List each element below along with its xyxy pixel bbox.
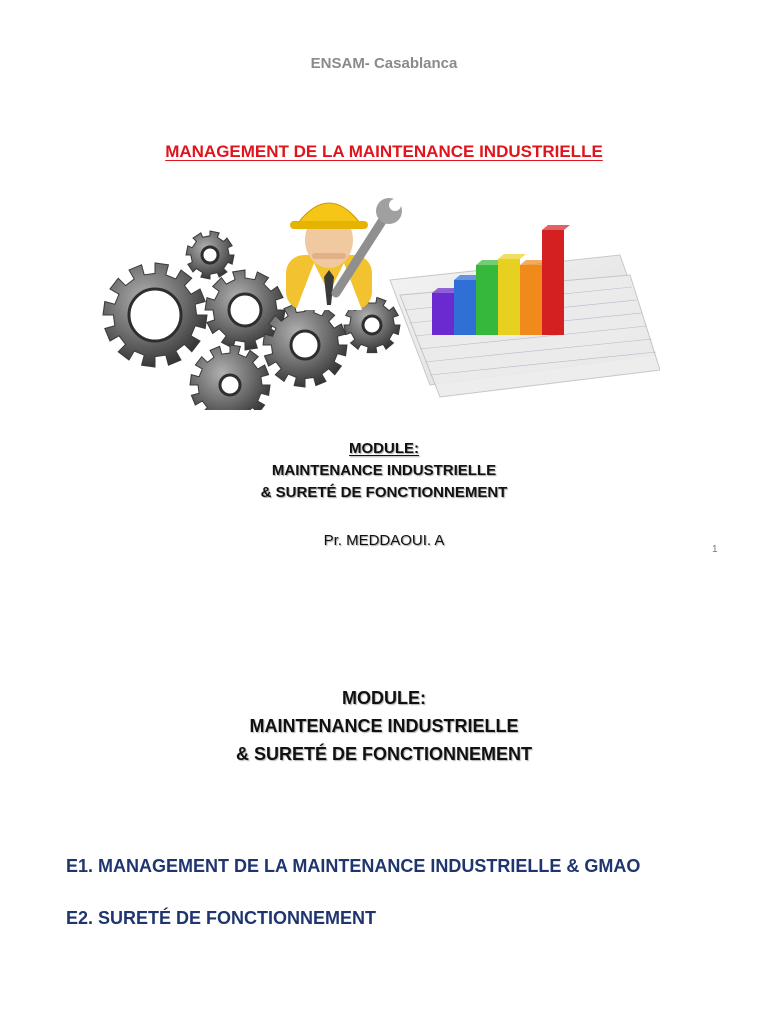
module-label: MODULE: bbox=[342, 688, 426, 708]
gear-shape bbox=[103, 263, 207, 367]
gear-shape bbox=[190, 345, 270, 410]
gear-shape bbox=[263, 303, 347, 387]
element-e1: E1. MANAGEMENT DE LA MAINTENANCE INDUSTRIELLE & GMAO bbox=[66, 856, 641, 876]
element-e2: E2. SURETÉ DE FONCTIONNEMENT bbox=[66, 908, 377, 928]
chart-bar bbox=[498, 259, 520, 335]
chart-bar bbox=[476, 265, 498, 335]
module-line-1: MAINTENANCE INDUSTRIELLE bbox=[271, 462, 497, 479]
chart-bar bbox=[432, 293, 454, 335]
module-line-2: & SURETÉ DE FONCTIONNEMENT bbox=[260, 484, 508, 501]
chart-bar-top bbox=[542, 225, 570, 230]
chart-bar-top bbox=[498, 254, 526, 259]
chart-bar bbox=[542, 230, 564, 335]
institution-header: ENSAM- Casablanca bbox=[310, 55, 458, 72]
module-block-page2 bbox=[0, 684, 768, 768]
module-line-1: MAINTENANCE INDUSTRIELLE bbox=[249, 716, 519, 736]
professor-name: Pr. MEDDAOUI. A bbox=[323, 532, 445, 549]
gear-shape bbox=[186, 231, 234, 279]
module-label: MODULE: bbox=[349, 440, 419, 457]
page-number: 1 bbox=[712, 544, 718, 555]
module-block-cover bbox=[0, 438, 768, 504]
chart-bar bbox=[454, 280, 476, 335]
main-title: MANAGEMENT DE LA MAINTENANCE INDUSTRIELLE bbox=[165, 142, 603, 161]
maintenance-illustration bbox=[100, 185, 660, 410]
chart-bar bbox=[520, 265, 542, 335]
module-line-2: & SURETÉ DE FONCTIONNEMENT bbox=[235, 744, 532, 764]
